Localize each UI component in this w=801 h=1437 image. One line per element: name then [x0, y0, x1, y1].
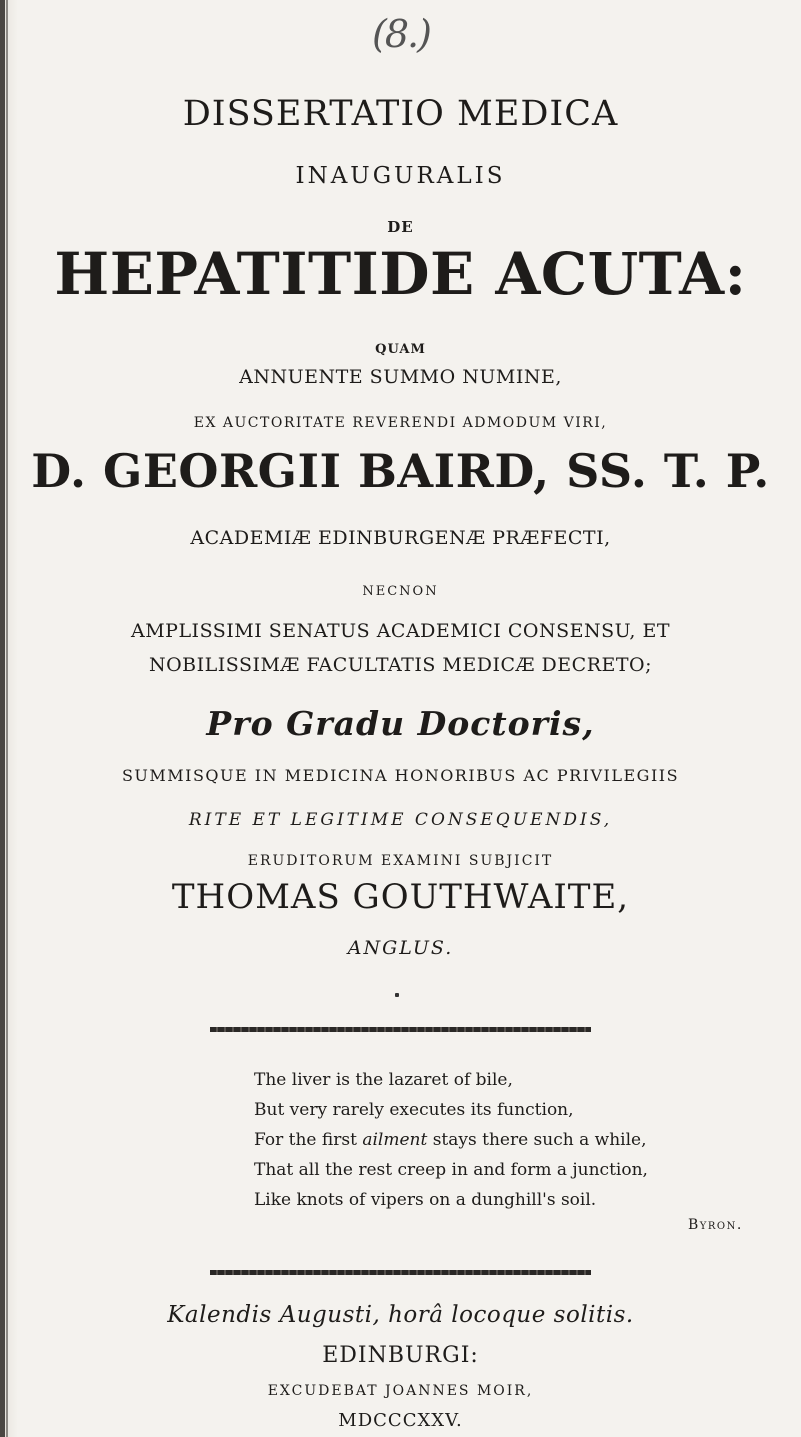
nobilissimae-line: NOBILISSIMÆ FACULTATIS MEDICÆ DECRETO; [148, 654, 653, 676]
author-nation: ANGLUS. [347, 937, 454, 959]
poem-line-4: That all the rest creep in and form a junction, [254, 1160, 648, 1180]
title-line-2: INAUGURALIS [295, 163, 506, 189]
shelfmark: (8.) [372, 12, 430, 56]
top-rule [210, 1027, 591, 1032]
poem-line-3-a: For the first [254, 1130, 363, 1150]
date-line: Kalendis Augusti, horâ locoque solitis. [167, 1302, 634, 1328]
epigraph-poem [254, 1065, 734, 1215]
amplissimi-line: AMPLISSIMI SENATUS ACADEMICI CONSENSU, ET [130, 620, 670, 642]
poem-line-3 [254, 1125, 734, 1155]
city-line: EDINBURGI: [322, 1343, 479, 1368]
academiae-line: ACADEMIÆ EDINBURGENÆ PRÆFECTI, [190, 527, 611, 549]
author-name: THOMAS GOUTHWAITE, [171, 877, 630, 917]
printer-line: EXCUDEBAT JOANNES MOIR, [267, 1383, 534, 1399]
ornament-dot [395, 993, 399, 997]
summisque-line: SUMMISQUE IN MEDICINA HONORIBUS AC PRIVILEGIIS [121, 766, 680, 785]
title-line-1: DISSERTATIO MEDICA [182, 94, 619, 134]
eruditorum-line: ERUDITORUM EXAMINI SUBJICIT [247, 853, 554, 869]
poem-line-1: The liver is the lazaret of bile, [254, 1070, 513, 1090]
ex-auctoritate-line: EX AUCTORITATE REVERENDI ADMODUM VIRI, [193, 415, 608, 431]
poem-attribution: Byron. [688, 1217, 743, 1233]
poem-line-2: But very rarely executes its function, [254, 1100, 574, 1120]
necnon-line: NECNON [362, 584, 439, 599]
title-line-3: DE [387, 218, 414, 236]
main-title: HEPATITIDE ACUTA: [54, 240, 747, 308]
quam-line: QUAM [375, 342, 426, 357]
poem-line-3-b: ailment [362, 1130, 428, 1150]
annuente-line: ANNUENTE SUMMO NUMINE, [239, 366, 562, 388]
gradu-line: Pro Gradu Doctoris, [206, 704, 595, 743]
poem-line-5: Like knots of vipers on a dunghill's soil. [254, 1190, 597, 1210]
principal-name: D. GEORGII BAIRD, SS. T. P. [31, 444, 770, 498]
rite-line: RITE ET LEGITIME CONSEQUENDIS, [188, 810, 613, 830]
bottom-rule [210, 1270, 591, 1275]
year-line: MDCCCXXV. [338, 1410, 463, 1431]
poem-line-3-c: stays there such a while, [427, 1130, 647, 1150]
